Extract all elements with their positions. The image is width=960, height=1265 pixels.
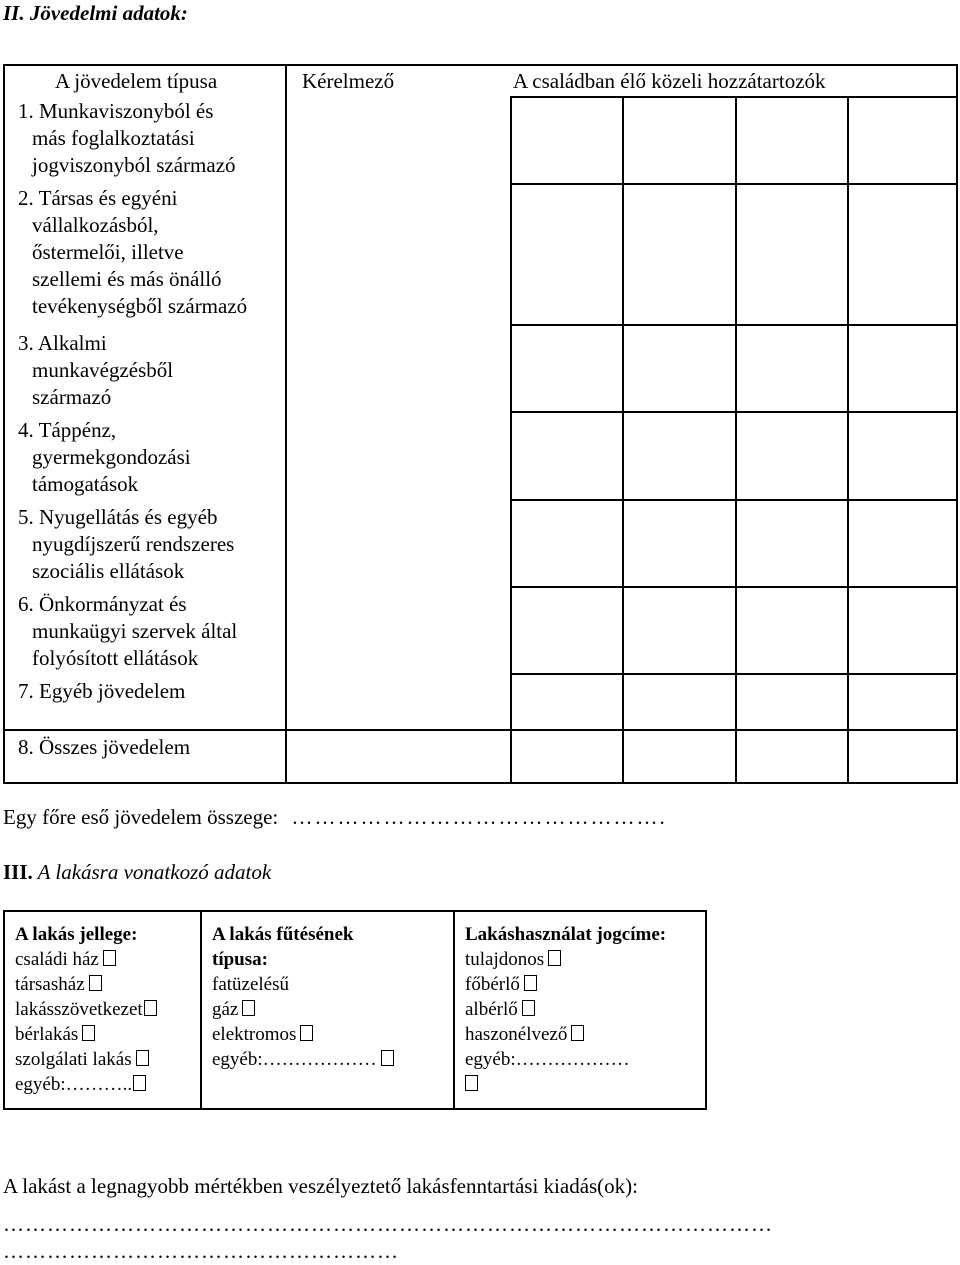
- income-table: [3, 64, 958, 784]
- expenses-label: A lakást a legnagyobb mértékben veszélyeztető lakásfenntartási kiadás(ok):: [3, 1174, 639, 1198]
- housing-character-box: [3, 910, 202, 1110]
- income-row-6-line: munkaügyi szervek által: [32, 619, 238, 643]
- income-row-4: [5, 417, 956, 498]
- section-2-number: II.: [3, 1, 25, 25]
- row-line: [510, 673, 956, 675]
- income-row-3-line: munkavégzésből: [32, 358, 174, 382]
- option-family-house[interactable]: [15, 947, 200, 972]
- heating-title-line: típusa:: [212, 949, 268, 970]
- per-capita-label: Egy főre eső jövedelem összege:: [3, 805, 279, 829]
- income-row-6-line: 6. Önkormányzat és: [18, 592, 187, 616]
- section-3-text: A lakásra vonatkozó adatok: [37, 860, 272, 884]
- row-line: [510, 586, 956, 588]
- section-2-text: Jövedelmi adatok:: [29, 1, 188, 25]
- checkbox-icon[interactable]: [144, 1000, 157, 1016]
- option-housing-coop[interactable]: [15, 997, 200, 1022]
- option-usufruct[interactable]: [465, 1022, 705, 1047]
- option-owner[interactable]: [465, 947, 705, 972]
- income-row-2: [5, 185, 956, 320]
- option-other-heating[interactable]: [212, 1047, 453, 1072]
- section-3-number: III.: [3, 860, 33, 884]
- option-label: szolgálati lakás: [15, 1049, 132, 1070]
- option-label: albérlő: [465, 999, 518, 1020]
- option-label: haszonélvező: [465, 1024, 568, 1045]
- option-label: társasház: [15, 974, 85, 995]
- income-row-7: [5, 678, 956, 705]
- per-capita-field[interactable]: ………………………………………….: [291, 805, 667, 829]
- checkbox-icon[interactable]: [133, 1075, 146, 1091]
- income-row-1: [5, 98, 956, 179]
- income-row-6-line: folyósított ellátások: [32, 646, 199, 670]
- income-row-5-line: szociális ellátások: [32, 559, 185, 583]
- heating-title-line: A lakás fűtésének: [212, 924, 354, 945]
- checkbox-icon[interactable]: [300, 1025, 313, 1041]
- total-row-line: [5, 729, 956, 731]
- heating-type-box: [200, 910, 455, 1110]
- row-line: [510, 411, 956, 413]
- option-main-tenant[interactable]: [465, 972, 705, 997]
- option-gas[interactable]: [212, 997, 453, 1022]
- row-line: [510, 499, 956, 501]
- income-row-1-line: 1. Munkaviszonyból és: [18, 99, 214, 123]
- option-label: családi ház: [15, 949, 99, 970]
- income-total-label: 8. Összes jövedelem: [18, 735, 191, 759]
- row-line: [510, 324, 956, 326]
- checkbox-icon[interactable]: [465, 1075, 478, 1091]
- income-row-2-line: vállalkozásból,: [32, 213, 159, 237]
- option-label: fatüzelésű: [212, 974, 290, 995]
- income-row-4-line: támogatások: [32, 472, 139, 496]
- checkbox-icon[interactable]: [89, 975, 102, 991]
- income-row-3-line: származó: [32, 385, 112, 409]
- income-row-2-line: tevékenységből származó: [32, 294, 248, 318]
- expenses-field-line-2[interactable]: ………………………………………………: [3, 1239, 399, 1263]
- header-income-type: A jövedelem típusa: [55, 69, 218, 93]
- checkbox-icon[interactable]: [522, 1000, 535, 1016]
- income-row-5: [5, 504, 956, 585]
- income-row-2-line: 2. Társas és egyéni: [18, 186, 178, 210]
- option-other-tenure[interactable]: [465, 1047, 705, 1072]
- expenses-field-line-1[interactable]: ……………………………………………………………………………………………: [3, 1212, 773, 1236]
- option-label: gáz: [212, 999, 239, 1020]
- option-wood[interactable]: [212, 972, 453, 997]
- option-service-flat[interactable]: [15, 1047, 200, 1072]
- option-label: tulajdonos: [465, 949, 545, 970]
- per-capita-income: [3, 804, 667, 831]
- option-other[interactable]: [15, 1072, 200, 1097]
- section-3-title: [3, 859, 271, 886]
- income-row-3-line: 3. Alkalmi: [18, 331, 107, 355]
- income-row-2-line: őstermelői, illetve: [32, 240, 184, 264]
- income-row-5-line: 5. Nyugellátás és egyéb: [18, 505, 218, 529]
- income-row-4-line: gyermekgondozási: [32, 445, 191, 469]
- income-row-3: [5, 330, 956, 411]
- income-row-1-line: jogviszonyból származó: [32, 153, 236, 177]
- option-electric[interactable]: [212, 1022, 453, 1047]
- tenure-box: [453, 910, 707, 1110]
- checkbox-icon[interactable]: [103, 950, 116, 966]
- checkbox-icon[interactable]: [524, 975, 537, 991]
- option-label: bérlakás: [15, 1024, 79, 1045]
- checkbox-icon[interactable]: [82, 1025, 95, 1041]
- option-label: lakásszövetkezet: [15, 999, 143, 1020]
- income-row-5-line: nyugdíjszerű rendszeres: [32, 532, 235, 556]
- option-rental[interactable]: [15, 1022, 200, 1047]
- income-row-total: [5, 734, 956, 761]
- income-row-6: [5, 591, 956, 672]
- header-relatives: A családban élő közeli hozzátartozók: [513, 69, 826, 93]
- option-label: egyéb:………..: [15, 1074, 133, 1095]
- income-row-2-line: szellemi és más önálló: [32, 267, 222, 291]
- section-2-title: [3, 0, 188, 27]
- checkbox-icon[interactable]: [242, 1000, 255, 1016]
- option-condominium[interactable]: [15, 972, 200, 997]
- option-label: főbérlő: [465, 974, 520, 995]
- checkbox-icon[interactable]: [136, 1050, 149, 1066]
- housing-character-title: A lakás jellege:: [15, 924, 138, 945]
- option-label: egyéb:………………: [212, 1049, 377, 1070]
- checkbox-icon[interactable]: [571, 1025, 584, 1041]
- option-label: egyéb:………………: [465, 1049, 630, 1070]
- income-row-1-line: más foglalkoztatási: [32, 126, 195, 150]
- option-other-tenure-box[interactable]: [465, 1072, 705, 1097]
- checkbox-icon[interactable]: [381, 1050, 394, 1066]
- tenure-title: Lakáshasználat jogcíme:: [465, 924, 667, 945]
- checkbox-icon[interactable]: [548, 950, 561, 966]
- option-subtenant[interactable]: [465, 997, 705, 1022]
- header-applicant: Kérelmező: [302, 69, 395, 93]
- income-row-7-line: 7. Egyéb jövedelem: [18, 679, 186, 703]
- income-row-4-line: 4. Táppénz,: [18, 418, 117, 442]
- option-label: elektromos: [212, 1024, 297, 1045]
